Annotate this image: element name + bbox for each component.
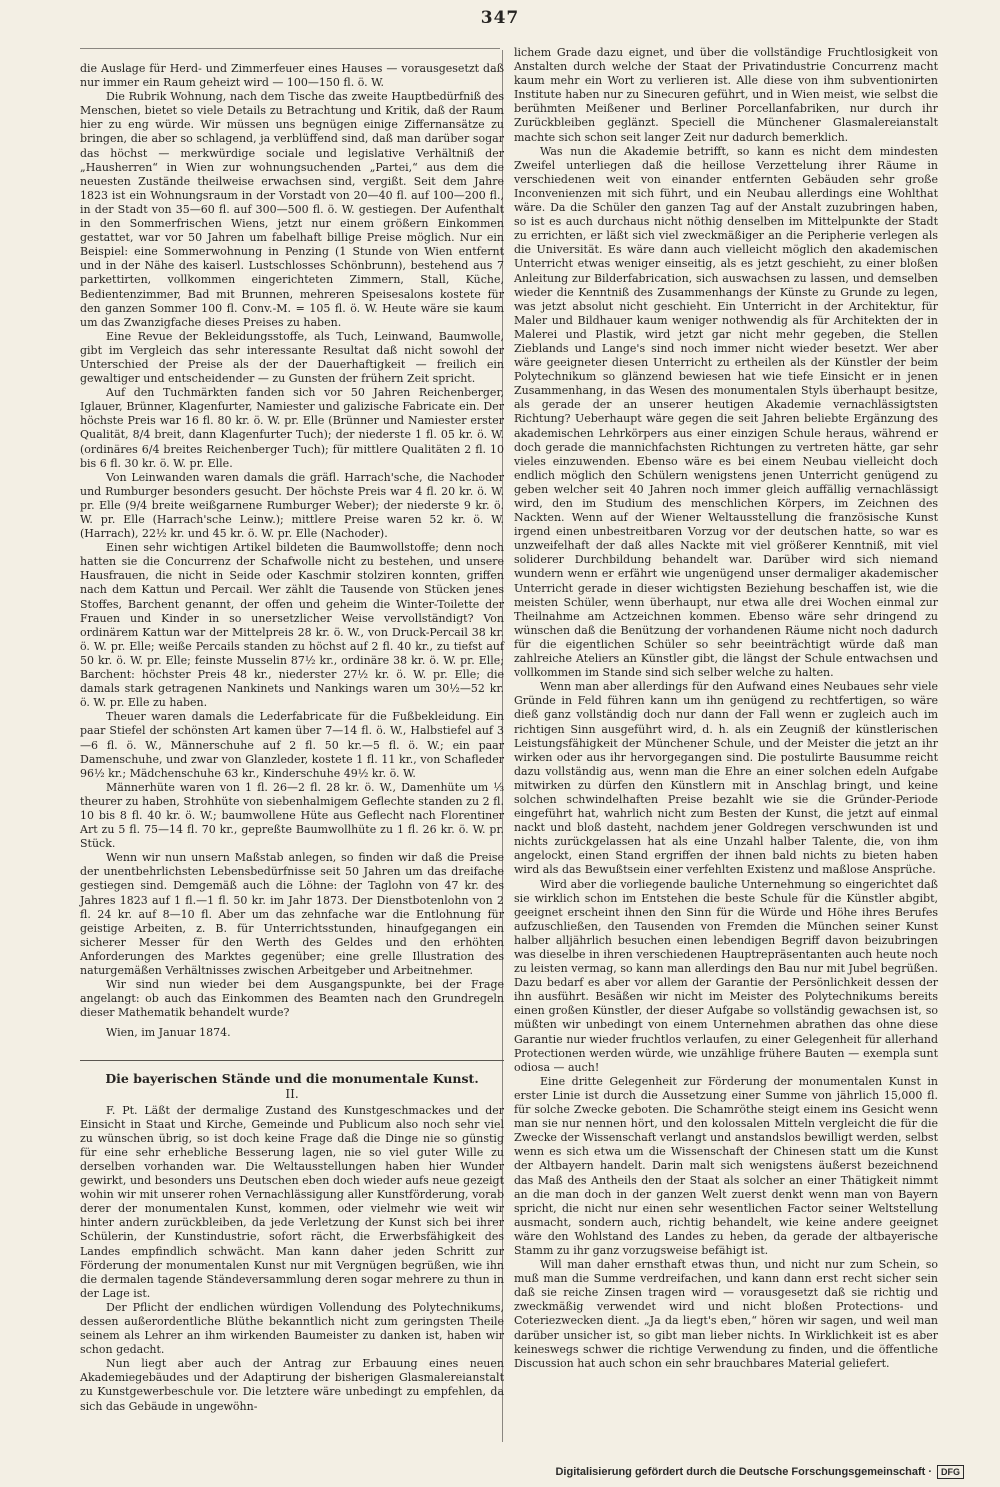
left-column: [80, 62, 504, 1414]
place-date: Wien, im Januar 1874.: [106, 1026, 231, 1040]
section-heading: Die bayerischen Stände und die monumentale Kunst.: [105, 1071, 479, 1087]
section-divider: [80, 1060, 504, 1061]
paragraph: Auf den Tuchmärkten fanden sich vor 50 Jahren Reichenberger, Iglauer, Brünner, Klagenfurter, Namiester und galizische Fabricate ein. Der höchste Preis war 16 fl. 80 kr. ö. W. pr. Elle (Brünner und Namiester erster Qualität, 8/4 breit, dann Klagenfurter Tuch); der niederste 1 fl. 05 kr. ö. W. (ordinäres 6/4 breites Reichenberger Tuch); für mittlere Qualitäten 2 fl. 10 bis 6 fl. 30 kr. ö. W. pr. Elle.: [80, 386, 504, 470]
paragraph: Wenn man aber allerdings für den Aufwand eines Neubaues sehr viele Gründe in Feld führen kann um ihn genügend zu rechtfertigen, so wäre dieß ganz vollständig doch nur dann der Fall wenn er zugleich auch im richtigen Sinn ausgeführt wird, d. h. als ein Zeugniß der künstlerischen Leistungsfähigkeit der Münchener Schule, und der Meister die jetzt an ihr wirken oder aus ihr hervorgegangen sind. Die postulirte Bausumme reicht dazu vollständig aus, wenn man die Ehre an einer solchen edeln Aufgabe mitwirken zu dürfen den Künstlern mit in Anschlag bringt, und keine solchen schwindelhaften Preise bezahlt wie sie die Gründer-Periode eingeführt hat, wahrlich nicht zum Besten der Kunst, die jetzt auf einmal nackt und bloß dasteht, nachdem jener Goldregen verschwunden ist und nichts zurückgelassen hat als eine Unzahl halber Talente, die, von ihm angelockt, einen Stand ergriffen der ihnen bald nichts zu bieten haben wird als das Bewußtsein einer verfehlten Existenz und maßlose Ansprüche.: [514, 680, 938, 877]
paragraph: Von Leinwanden waren damals die gräfl. Harrach'sche, die Nachoder und Rumburger besonders gesucht. Der höchste Preis war 4 fl. 20 kr. ö. W. pr. Elle (9/4 breite weißgarnene Rumburger Weber); der niederste 9 kr. ö. W. pr. Elle (Harrach'sche Leinw.); mittlere Preise waren 52 kr. ö. W. (Harrach), 22½ kr. und 45 kr. ö. W. pr. Elle (Nachoder).: [80, 470, 504, 541]
paragraph: Männerhüte waren von 1 fl. 26—2 fl. 28 kr. ö. W., Damenhüte um ⅓ theurer zu haben, Strohhüte von siebenhalmigem Geflechte standen zu 2 fl. 10 bis 8 fl. 40 kr. ö. W.; baumwollene Hüte aus Geflecht nach Florentiner Art zu 5 fl. 75—14 fl. 70 kr., gepreßte Baumwollhüte zu 1 fl. 26 kr. ö. W. pr. Stück.: [80, 780, 504, 851]
paragraph: Wird aber die vorliegende bauliche Unternehmung so eingerichtet daß sie wirklich schon im Entstehen die beste Schule für die Künstler abgibt, geeignet erscheint ihnen den Sinn für die Würde und Höhe ihres Berufes aufzuschließen, den Tausenden von Fremden die München seiner Kunst halber alljährlich besuchen einen lebendigen Begriff davon beizubringen was dieselbe in ihren verschiedenen Hauptrepräsentanten auch heute noch zu leisten vermag, so kann man allerdings den Bau nur mit Jubel begrüßen. Dazu bedarf es aber vor allem der Garantie der Persönlichkeit dessen der ihn ausführt. Besäßen wir nicht im Meister des Polytechnikums bereits einen großen Künstler, der dieser Aufgabe so vollständig gewachsen ist, so müßten wir unbedingt von einem Unternehmen abrathen das ohne diese Garantie nur wieder fruchtlos verlaufen, zu einer Gelegenheit für allerhand Protectionen werden würde, wie unzählige frühere Bauten — exempla sunt odiosa — auch!: [514, 877, 938, 1074]
paragraph: Will man daher ernsthaft etwas thun, und nicht nur zum Schein, so muß man die Summe verdreifachen, und kann dann erst recht sicher sein daß sie reiche Zinsen tragen wird — vorausgesetzt daß sie richtig und zweckmäßig verwendet wird und nicht bloßen Protections- und Coteriezwecken dient. „Ja da liegt's eben,“ hören wir sagen, und weil man darüber unsicher ist, so gibt man lieber nichts. In Wirklichkeit ist es aber keineswegs schwer die richtige Verwendung zu finden, und die öffentliche Discussion hat auch schon ein sehr brauchbares Material geliefert.: [514, 1258, 938, 1370]
author-initials: F. Pt.: [106, 1103, 138, 1117]
digitization-credit: [555, 1465, 964, 1479]
paragraph: lichem Grade dazu eignet, und über die vollständige Fruchtlosigkeit von Anstalten durch welche der Staat der Privatindustrie Concurrenz macht kaum mehr ein Wort zu verlieren ist. Alle diese von ihm subventionirten Institute haben nur zu Sinecuren geführt, und in Wien meist, wie selbst die berühmten Meißener und Berliner Porcellanfabriken, nur durch ihr Zurückbleiben geglänzt. Speciell die Münchener Glasmalereianstalt machte sich schon seit langer Zeit nur dadurch bemerklich.: [514, 46, 938, 144]
right-column: [514, 46, 938, 1371]
paragraph: Wir sind nun wieder bei dem Ausgangspunkte, bei der Frage angelangt: ob auch das Einkommen des Beamten nach den Grundregeln dieser Mathematik behandelt wurde?: [80, 978, 504, 1020]
section-numeral: II.: [285, 1087, 299, 1102]
paragraph: Nun liegt aber auch der Antrag zur Erbauung eines neuen Akademiegebäudes und der Adaptirung der bisherigen Glasmalereianstalt zu Kunstgewerbeschule vor. Die letztere wäre unbedingt zu empfehlen, da sich das Gebäude in ungewöhn-: [80, 1357, 504, 1413]
top-rule: [80, 48, 500, 49]
paragraph: [80, 1104, 504, 1301]
paragraph: Einen sehr wichtigen Artikel bildeten die Baumwollstoffe; denn noch hatten sie die Concurrenz der Schafwolle nicht zu bestehen, und unsere Hausfrauen, die nicht in Seide oder Kaschmir stolziren konnten, griffen nach dem Kattun und Percail. Wer zählt die Tausende von Stücken jenes Stoffes, Barchent genannt, der offen und geheim die Winter-Toilette der Frauen und Kinder in so unersetzlicher Weise vervollständigt? Von ordinärem Kattun war der Mittelpreis 28 kr. ö. W., von Druck-Percail 38 kr. ö. W. pr. Elle; weiße Percails standen zu höchst auf 2 fl. 40 kr., zu tiefst auf 50 kr. ö. W. pr. Elle; feinste Musselin 87½ kr., ordinäre 38 kr. ö. W. pr. Elle; Barchent: höchster Preis 48 kr., niederster 27½ kr. ö. W. pr. Elle; die damals stark getragenen Nankinets und Nankings waren um 30½—52 kr. ö. W. pr. Elle zu haben.: [80, 541, 504, 710]
page-number: 347: [480, 8, 520, 28]
paragraph: Eine Revue der Bekleidungsstoffe, als Tuch, Leinwand, Baumwolle, gibt im Vergleich das sehr interessante Resultat daß nicht sowohl der Unterschied der Preise als der der Dauerhaftigkeit — freilich ein gewaltiger und entscheidender — zu Gunsten der frühern Zeit spricht.: [80, 329, 504, 386]
footer-text: Digitalisierung gefördert durch die Deutsche Forschungsgemeinschaft ·: [555, 1466, 932, 1478]
paragraph: die Auslage für Herd- und Zimmerfeuer eines Hauses — vorausgesetzt daß nur immer ein Raum geheizt wird — 100—150 fl. ö. W.: [80, 62, 504, 90]
paragraph: Eine dritte Gelegenheit zur Förderung der monumentalen Kunst in erster Linie ist durch die Aussetzung einer Summe von jährlich 15,000 fl. für solche Zwecke geboten. Die Schamröthe steigt einem ins Gesicht wenn man sie nur nennen hört, und den kolossalen Mitteln vergleicht die für die Zwecke der Wissenschaft verlangt und anstandslos bewilligt werden, selbst wenn es sich etwa um die Wissenschaft der Chinesen statt um die Kunst der Altbayern handelt. Darin malt sich wenigstens äußerst bezeichnend das Maß des Antheils den der Staat als solcher an einer Thätigkeit nimmt an die man doch in der ganzen Welt zuerst denkt wenn man von Bayern spricht, die nicht nur einen sehr wesentlichen Factor seiner Weltstellung ausmacht, sondern auch, richtig behandelt, wie keine andere geeignet wäre den Wohlstand des Landes zu heben, da gerade der altbayerische Stamm zu ihr ganz vorzugsweise befähigt ist.: [514, 1074, 938, 1257]
paragraph: Theuer waren damals die Lederfabricate für die Fußbekleidung. Ein paar Stiefel der schönsten Art kamen über 7—14 fl. ö. W., Halbstiefel auf 3—6 fl. ö. W., Männerschuhe auf 2 fl. 50 kr.—5 fl. ö. W.; ein paar Damenschuhe, und zwar von Glanzleder, kostete 1 fl. 11 kr., von Schafleder 96½ kr.; Mädchenschuhe 63 kr., Kinderschuhe 49½ kr. ö. W.: [80, 710, 504, 780]
paragraph: Der Pflicht der endlichen würdigen Vollendung des Polytechnikums, dessen außerordentliche Blüthe bekanntlich nicht zum geringsten Theile seinem als Lehrer an ihm wirkenden Baumeister zu danken ist, haben wir schon gedacht.: [80, 1300, 504, 1357]
dfg-logo: DFG: [937, 1465, 964, 1479]
paragraph: Wenn wir nun unsern Maßstab anlegen, so finden wir daß die Preise der unentbehrlichsten Lebensbedürfnisse seit 50 Jahren um das dreifache gestiegen sind. Demgemäß auch die Löhne: der Taglohn von 47 kr. des Jahres 1823 auf 1 fl.—1 fl. 50 kr. im Jahr 1873. Der Dienstbotenlohn von 2 fl. 24 kr. auf 8—10 fl. Aber um das zehnfache war die Entlohnung für geistige Arbeiten, z. B. für Unterrichtsstunden, hinaufgegangen ein sicherer Messer für den Werth des Geldes und den erhöhten Anforderungen des Marktes gegenüber; eine grelle Illustration des naturgemäßen Verhältnisses zwischen Arbeitgeber und Arbeitnehmer.: [80, 851, 504, 977]
paragraph-text: Läßt der dermalige Zustand des Kunstgeschmackes und der Einsicht in Staat und Kirche, Gemeinde und Publicum also noch sehr viel zu wünschen übrig, so ist doch keine Frage daß die Dinge nie so günstig für eine sehr erhebliche Besserung lagen, nie so viel guter Wille zu derselben vorhanden war. Die Weltausstellungen haben hier Wunder gewirkt, und besonders uns Deutschen eben doch wieder aufs neue gezeigt wohin wir mit unserer rohen Vernachlässigung aller Kunstförderung, vorab derer der monumentalen Kunst, kommen, oder vielmehr wie weit wir hinter andern zurückbleiben, da jede Verletzung der Kunst sich bei ihrer Schülerin, der Kunstindustrie, sofort rächt, die Erwerbsfähigkeit des Landes empfindlich schwächt. Man kann daher jeden Schritt zur Förderung der monumentalen Kunst nur mit Vergnügen begrüßen, wie ihn die dermalen tagende Ständeversammlung deren sogar mehrere zu thun in der Lage ist.: [80, 1103, 504, 1300]
paragraph: Die Rubrik Wohnung, nach dem Tische das zweite Hauptbedürfniß des Menschen, bietet so viele Details zu Betrachtung und Kritik, daß der Raum hier zu eng würde. Wir müssen uns begnügen einige Ziffernansätze zu bringen, die aber so schlagend, ja verblüffend sind, daß man darüber sogar das höchst — merkwürdige sociale und legislative Verhältniß der „Hausherren“ in Wien zur wohnungsuchenden „Partei,“ aus dem die neuesten Zustände theilweise erwachsen sind, vergißt. Seit dem Jahre 1823 ist ein Wohnungsraum in der Vorstadt von 20—40 fl. auf 100—200 fl., in der Stadt von 35—60 fl. auf 300—500 fl. ö. W. gestiegen. Der Aufenthalt in den Sommerfrischen Wiens, jetzt nur einem größern Einkommen gestattet, war vor 50 Jahren um fabelhaft billige Preise möglich. Nur ein Beispiel: eine Sommerwohnung in Penzing (1 Stunde von Wien entfernt und in der Nähe des kaiserl. Lustschlosses Schönbrunn), bestehend aus 7 parkettirten, vollkommen eingerichteten Zimmern, Stall, Küche, Bedientenzimmer, Bad mit Brunnen, mehreren Speisesalons kostete für den ganzen Sommer 100 fl. Conv.-M. = 105 fl. ö. W. Heute wäre sie kaum um das Zwanzigfache dieses Preises zu haben.: [80, 90, 504, 329]
paragraph: Was nun die Akademie betrifft, so kann es nicht dem mindesten Zweifel unterliegen daß die heillose Verzettelung ihrer Räume in verschiedenen weit von einander entfernten Gebäuden sehr große Inconvenienzen mit sich führt, und ein Neubau allerdings eine Wohlthat wäre. Da die Schüler den ganzen Tag auf der Anstalt zuzubringen haben, so ist es auch durchaus nicht nöthig denselben im Mittelpunkte der Stadt zu errichten, er läßt sich viel zweckmäßiger an die Peripherie verlegen als die Universität. Es wäre dann auch vielleicht möglich den akademischen Unterricht etwas weniger einseitig, als es jetzt geschieht, zu einer bloßen Anleitung zur Bilderfabrication, sich auswachsen zu lassen, und demselben wieder die Kenntniß des Zusammenhangs der Künste zu Grunde zu legen, was jetzt absolut nicht geschieht. Ein Unterricht in der Architektur, für Maler und Bildhauer kaum weniger nothwendig als für Architekten der in Malerei und Plastik, wird jetzt gar nicht mehr gegeben, die Stellen Zieblands und Lange's sind noch immer nicht wieder besetzt. Wer aber wäre geeigneter diesen Unterricht zu ertheilen als der Künstler der beim Polytechnikum so glänzend bewiesen hat wie tiefe Einsicht er in jenen Zusammenhang, in das Wesen des monumentalen Styls überhaupt besitze, als gerade der an unserer heutigen Akademie vernachlässigtsten Richtung? Ueberhaupt wäre gegen die seit Jahren beliebte Ergänzung des akademischen Lehrkörpers aus einer einzigen Schule heraus, während er doch gerade die mannichfachsten Richtungen zu vertreten hätte, gar sehr vieles einzuwenden. Ebenso wäre es bei einem Neubau vielleicht doch endlich möglich den Schülern wenigstens jenen Unterricht genügend zu geben welcher seit 40 Jahren noch immer gleich auffällig vernachlässigt wird, den im Studium des menschlichen Körpers, im Zeichnen des Nackten. Wenn auf der Wiener Weltausstellung die französische Kunst irgend einen unbestreitbaren Vorzug vor der deutschen hatte, so war es unzweifelhaft der daß alles Nackte mit viel größerer Kenntniß, mit viel soliderer Durchbildung behandelt war. Darüber wird sich niemand wundern wenn er erfährt wie ungenügend unser dermaliger akademischer Unterricht gerade in dieser wichtigsten Beziehung beschaffen ist, wie die meisten Schüler, wenn überhaupt, nur etwa alle drei Wochen einmal zur Theilnahme am Actzeichnen kommen. Ebenso wäre sehr dringend zu wünschen daß die Benützung der vorhandenen Räume nicht noch dadurch für die eigentlichen Schüler so sehr beeinträchtigt würde daß man zahlreiche Ateliers an Künstler gibt, die längst der Schule entwachsen und vollkommen im Stande sind sich selber welche zu halten.: [514, 144, 938, 680]
